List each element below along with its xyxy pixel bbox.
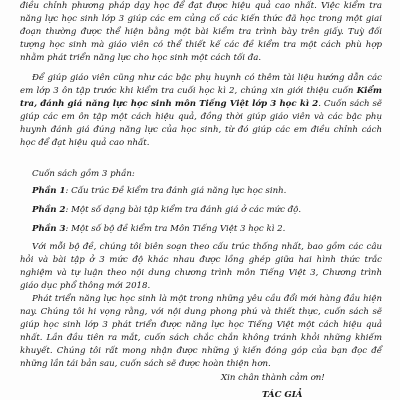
author-signature: TÁC GIẢ	[262, 390, 303, 400]
closing-paragraph: Phát triển năng lực học sinh là một trong những yêu cầu đổi mới hàng đầu hiện nay. Chúng tôi hi vọng rằng, với nội dung phong phú và thiết thực, cuốn sách sẽ giúp học sinh lớp 3 phát triển được năng lực học Tiếng Việt một cách hiệu quả nhất. Lần đầu tiên ra mắt, cuốn sách chắc chắn không tránh khỏi những khiếm khuyết. Chúng tôi rất mong nhận được những ý kiến đóng góp của bạn đọc để những lần tái bản sau, cuốn sách sẽ được hoàn thiện hơn.	[20, 294, 382, 369]
thanks-line: Xin chân thành cảm ơn!	[221, 373, 325, 383]
part-item-1	[32, 185, 382, 198]
purpose-paragraph	[20, 72, 382, 150]
intro-paragraph: điều chỉnh phương pháp dạy học để đạt được hiệu quả cao nhất. Việc kiểm tra năng lực học sinh lớp 3 giúp các em củng cố các kiến thức đã học trong một giai đoạn thường được thể hiện bằng một bài kiểm tra trình bày trên giấy. Tuỳ đối tượng học sinh mà giáo viên có thể thiết kế các đề kiểm tra một cách phù hợp nhằm phát triển năng lực cho học sinh một cách tối đa.	[20, 1, 382, 63]
part-text: : Cấu trúc Đề kiểm tra đánh giá năng lực học sinh.	[65, 186, 287, 196]
part-text: : Một số bộ đề kiểm tra Môn Tiếng Việt 3 học kì 2.	[65, 224, 286, 234]
part-label: Phần 3	[32, 224, 66, 234]
part-item-3	[32, 223, 382, 236]
part-item-2	[32, 204, 382, 217]
part-label: Phần 2	[32, 205, 66, 215]
parts-intro: Cuốn sách gồm 3 phần:	[32, 169, 135, 179]
purpose-text-after: . Cuốn sách sẽ giúp các em ôn tập một cách hiệu quả, đồng thời giúp giáo viên và các bậc phụ huynh đánh giá đúng năng lực của học sinh, từ đó giúp các em điều chỉnh cách học để đạt hiệu quả cao nhất.	[20, 99, 382, 148]
purpose-text-before: Để giúp giáo viên cũng như các bậc phụ huynh có thêm tài liệu hướng dẫn các em lớp 3 ôn tập trước khi kiểm tra cuối học kì 2, chúng xin giới thiệu cuốn	[20, 73, 382, 96]
part-label: Phần 1	[32, 186, 66, 196]
part-text: : Một số dạng bài tập kiểm tra đánh giá ở các mức độ.	[65, 205, 302, 215]
book-title: Kiểm tra, đánh giá năng lực học sinh môn Tiếng Việt lớp 3 học kì 2	[20, 86, 382, 109]
structure-paragraph: Với mỗi bộ đề, chúng tôi biên soạn theo cấu trúc thống nhất, bao gồm các câu hỏi và bài tập ở 3 mức độ khác nhau được lồng ghép giữa hai hình thức trắc nghiệm và tự luận theo nội dung chương trình môn Tiếng Việt 3, Chương trình giáo dục phổ thông mới 2018.	[20, 242, 382, 291]
